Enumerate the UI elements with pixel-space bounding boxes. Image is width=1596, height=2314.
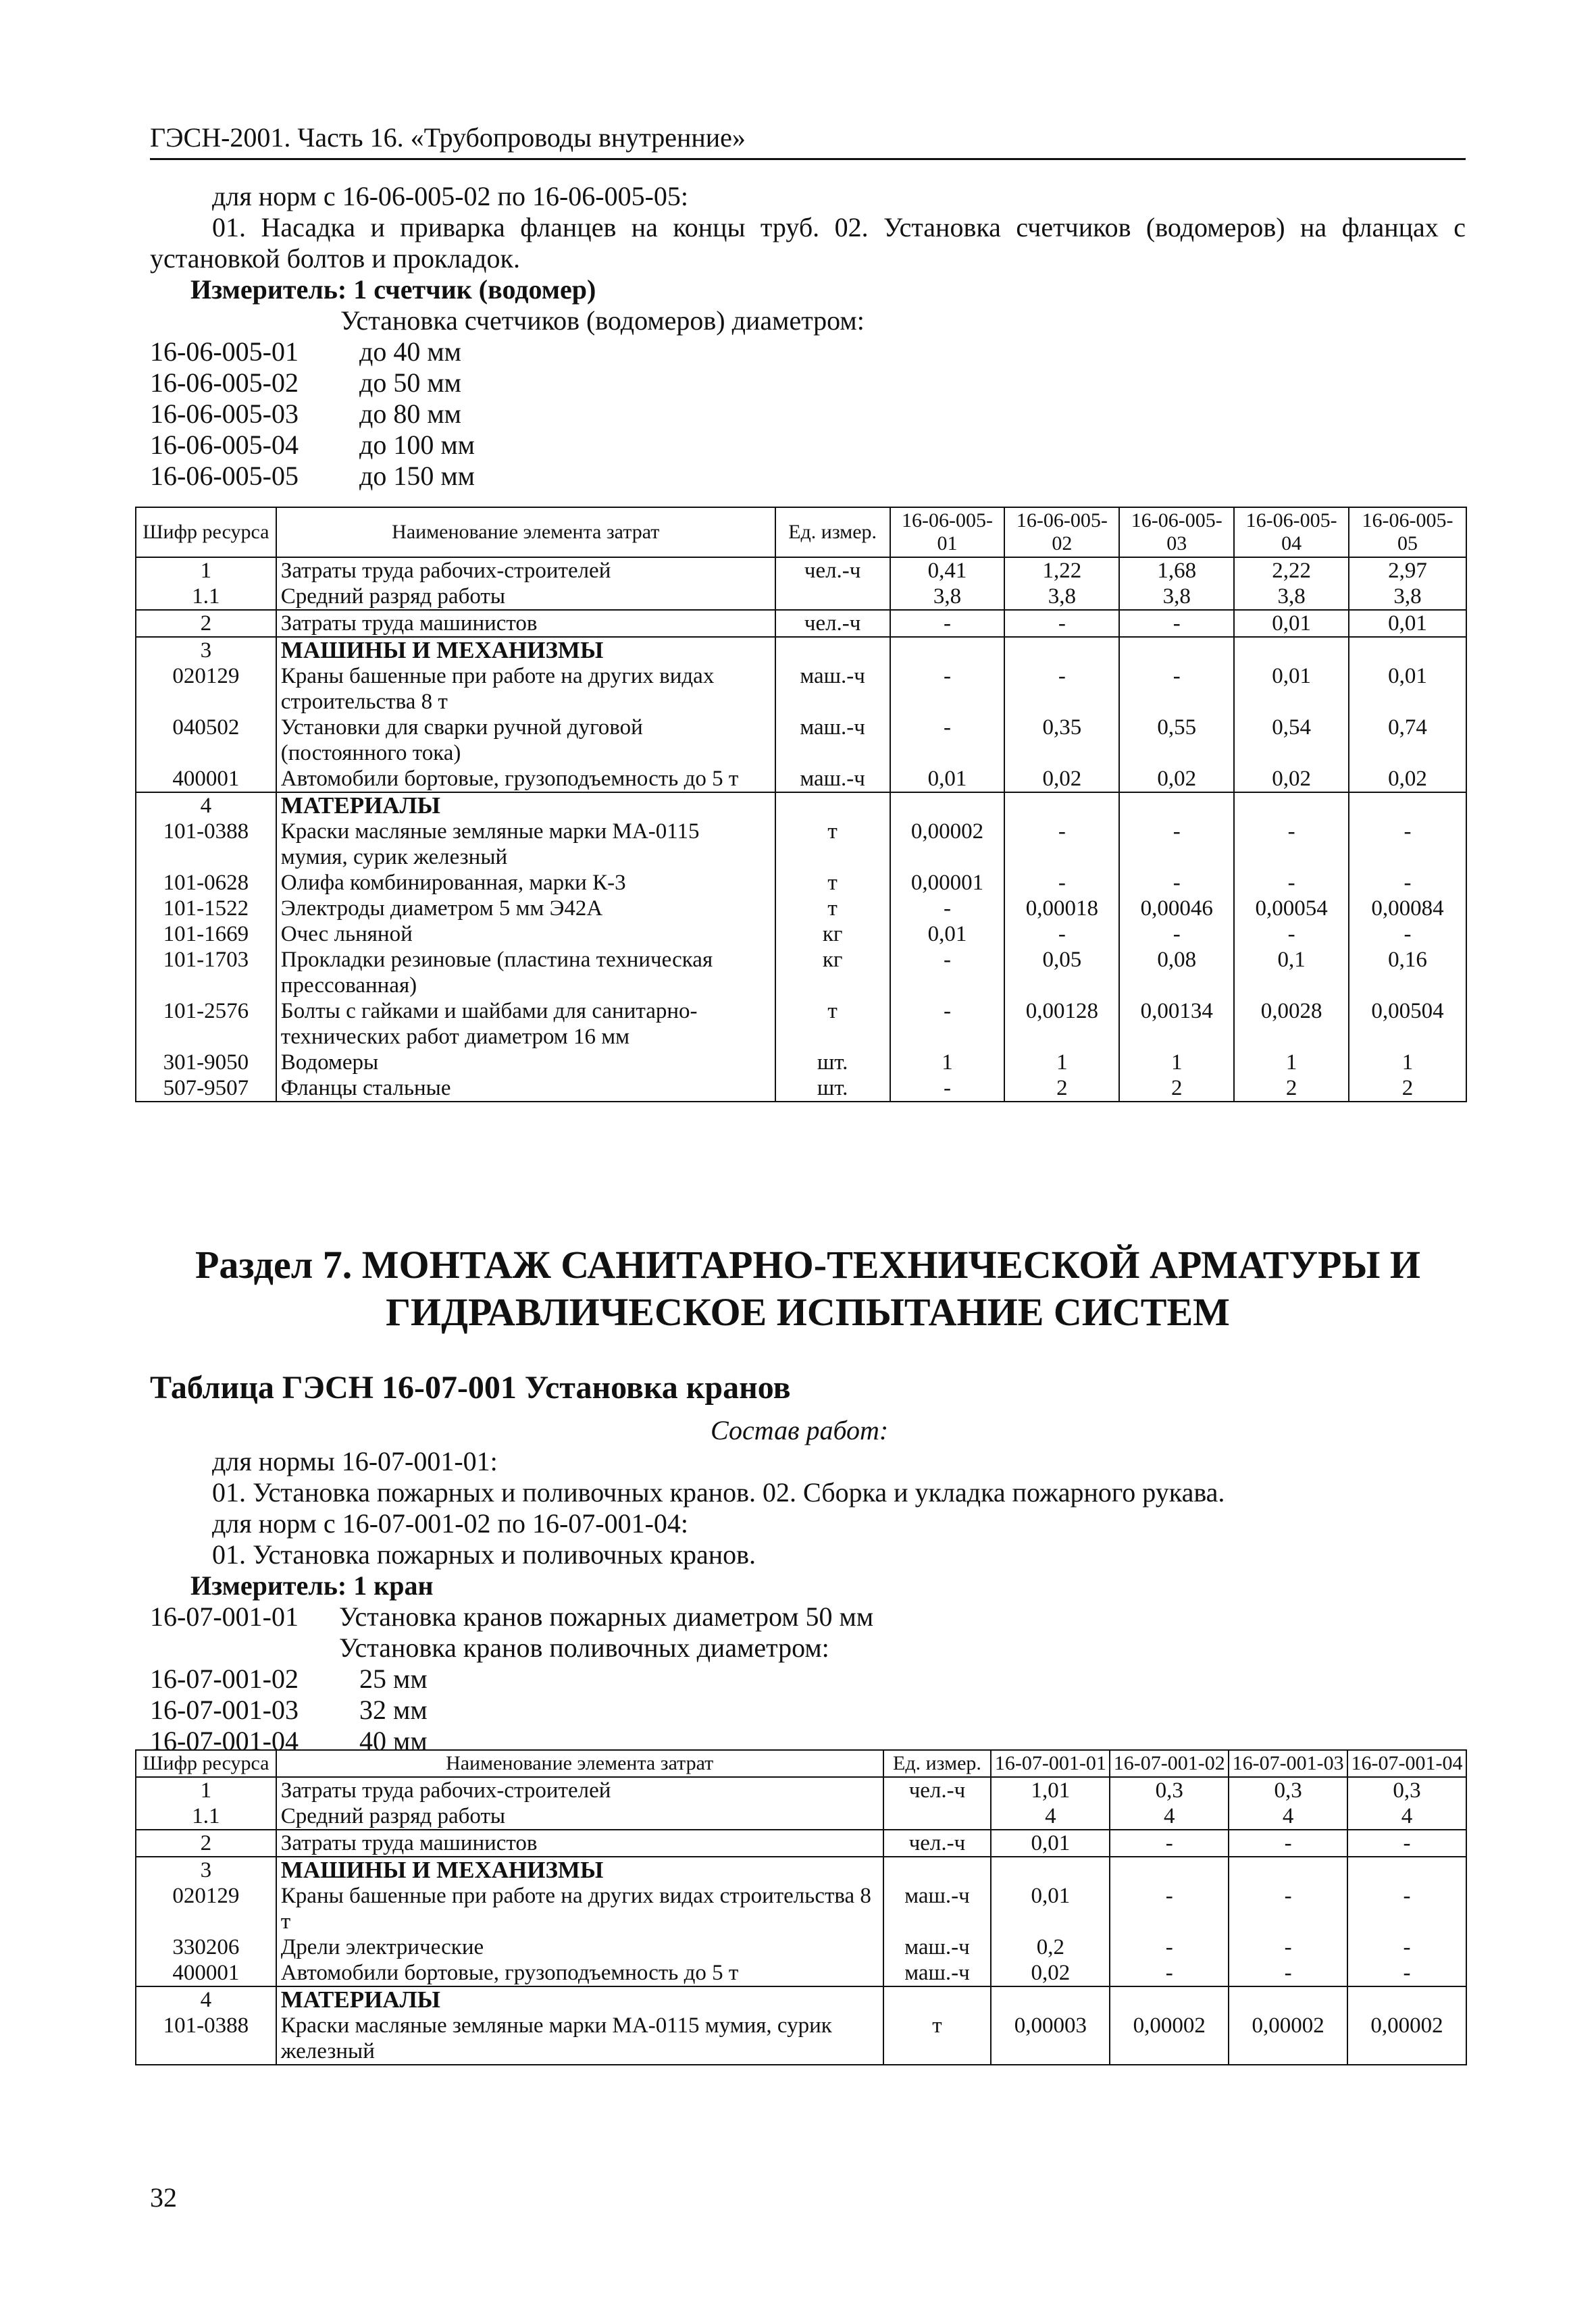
table-row — [136, 1075, 1466, 1102]
code: 16-07-001-01 — [150, 1601, 299, 1632]
code-desc: до 80 мм — [359, 398, 461, 429]
norm-value-cell: 1 — [890, 1050, 1005, 1075]
resource-code-cell: 101-1522 — [136, 896, 276, 921]
cost-element-cell: Затраты труда рабочих-строителей — [276, 1777, 883, 1803]
table-row — [136, 584, 1466, 610]
norm-value-cell: 0,01 — [1234, 663, 1349, 715]
meter-line: Измеритель: 1 счетчик (водомер) — [190, 274, 596, 305]
norm-value-cell: - — [1119, 870, 1234, 896]
norm-value-cell: 1,68 — [1119, 557, 1234, 584]
unit-cell — [775, 792, 890, 819]
norm-value-cell: 0,35 — [1004, 715, 1119, 766]
norm-value-cell: 0,02 — [1004, 766, 1119, 792]
column-header: 16-06-005-01 — [890, 507, 1005, 557]
table2-intro — [150, 1415, 1466, 1757]
norm-value-cell: 0,16 — [1349, 947, 1466, 998]
column-header: 16-07-001-02 — [1110, 1750, 1229, 1777]
unit-cell — [775, 584, 890, 610]
code-desc: до 100 мм — [359, 430, 475, 460]
norm-value-cell: 0,00084 — [1349, 896, 1466, 921]
unit-cell: т — [775, 819, 890, 870]
column-header: 16-06-005-05 — [1349, 507, 1466, 557]
code: 16-06-005-04 — [150, 430, 299, 460]
norm-value-cell: - — [1110, 1883, 1229, 1934]
norm-value-cell: - — [890, 663, 1005, 715]
norm-value-cell: 0,02 — [1234, 766, 1349, 792]
norm-value-cell — [1004, 637, 1119, 663]
table-header-row — [136, 507, 1466, 557]
cost-element-cell: Затраты труда машинистов — [276, 1830, 883, 1857]
work-composition: 01. Насадка и приварка фланцев на концы труб. 02. Установка счетчиков (водомеров) на фланцах с установкой болтов и прокладок. — [150, 212, 1466, 274]
unit-cell: маш.-ч — [883, 1934, 992, 1960]
resource-code-cell: 400001 — [136, 766, 276, 792]
table-row — [136, 637, 1466, 663]
norm-value-cell: 3,8 — [1234, 584, 1349, 610]
norm-value-cell: 1 — [1004, 1050, 1119, 1075]
norm-value-cell — [1347, 1857, 1466, 1883]
resource-code-cell: 020129 — [136, 663, 276, 715]
norm-value-cell: 0,00001 — [890, 870, 1005, 896]
table-row — [136, 998, 1466, 1050]
unit-cell — [883, 1803, 992, 1830]
unit-cell: кг — [775, 947, 890, 998]
norm-value-cell: 0,02 — [1119, 766, 1234, 792]
norm-value-cell: - — [1229, 1830, 1347, 1857]
resource-code-cell: 101-1669 — [136, 921, 276, 947]
table-row — [136, 557, 1466, 584]
norm-value-cell: 2,97 — [1349, 557, 1466, 584]
cost-element-cell: Краны башенные при работе на других видах строительства 8 т — [276, 663, 775, 715]
code-row — [150, 336, 1466, 367]
norm-value-cell: - — [1349, 819, 1466, 870]
resource-code-cell: 2 — [136, 610, 276, 637]
code-row — [150, 430, 1466, 461]
norm-value-cell: - — [1119, 819, 1234, 870]
work-line-2: 01. Установка пожарных и поливочных кранов. — [212, 1539, 756, 1570]
resource-code-cell: 1.1 — [136, 1803, 276, 1830]
resource-code-cell: 4 — [136, 1986, 276, 2013]
norm-value-cell: - — [890, 610, 1005, 637]
table-row — [136, 715, 1466, 766]
code-list-2 — [150, 1664, 1466, 1757]
norm-value-cell: 0,54 — [1234, 715, 1349, 766]
norm-value-cell: - — [890, 947, 1005, 998]
norm-value-cell — [1349, 637, 1466, 663]
cost-element-cell: Затраты труда машинистов — [276, 610, 775, 637]
norm-value-cell: 0,01 — [1349, 610, 1466, 637]
norm-value-cell: 0,08 — [1119, 947, 1234, 998]
table-row — [136, 896, 1466, 921]
resource-code-cell: 1.1 — [136, 584, 276, 610]
norm-value-cell: 0,2 — [991, 1934, 1110, 1960]
norm-value-cell: 4 — [991, 1803, 1110, 1830]
norms-table-16-06-005 — [135, 507, 1467, 1102]
unit-cell: т — [775, 870, 890, 896]
norm-value-cell — [1110, 1857, 1229, 1883]
cost-element-cell: Прокладки резиновые (пластина техническая прессованная) — [276, 947, 775, 998]
table-row — [136, 1857, 1466, 1883]
norm-value-cell: - — [1004, 819, 1119, 870]
norm-value-cell: 0,1 — [1234, 947, 1349, 998]
norm-line-1: для нормы 16-07-001-01: — [212, 1446, 498, 1476]
norm-value-cell: 0,74 — [1349, 715, 1466, 766]
table-row — [136, 1777, 1466, 1803]
unit-cell: маш.-ч — [775, 766, 890, 792]
norm-value-cell — [1229, 1986, 1347, 2013]
table-row — [136, 947, 1466, 998]
table-row — [136, 1960, 1466, 1986]
norm-value-cell: - — [1110, 1934, 1229, 1960]
norm-value-cell: - — [1110, 1830, 1229, 1857]
norm-value-cell: 0,00134 — [1119, 998, 1234, 1050]
norm-value-cell: 0,3 — [1347, 1777, 1466, 1803]
cost-element-cell: МАТЕРИАЛЫ — [276, 1986, 883, 2013]
column-header: 16-06-005-03 — [1119, 507, 1234, 557]
norm-value-cell: 0,00002 — [1229, 2013, 1347, 2065]
resource-code-cell: 101-0388 — [136, 819, 276, 870]
table-row — [136, 766, 1466, 792]
norm-value-cell: 3,8 — [890, 584, 1005, 610]
norm-value-cell: 1 — [1119, 1050, 1234, 1075]
table-row — [136, 792, 1466, 819]
norm-value-cell: 0,00003 — [991, 2013, 1110, 2065]
column-header: 16-07-001-01 — [991, 1750, 1110, 1777]
norm-value-cell: 0,0028 — [1234, 998, 1349, 1050]
norm-value-cell: 0,3 — [1110, 1777, 1229, 1803]
section-title: Раздел 7. МОНТАЖ САНИТАРНО-ТЕХНИЧЕСКОЙ АРМАТУРЫ И ГИДРАВЛИЧЕСКОЕ ИСПЫТАНИЕ СИСТЕМ — [195, 1243, 1421, 1334]
norm-value-cell: - — [1119, 663, 1234, 715]
composition-label: Состав работ: — [711, 1415, 889, 1445]
code: 16-06-005-05 — [150, 461, 299, 491]
resource-code-cell: 400001 — [136, 1960, 276, 1986]
unit-cell: чел.-ч — [775, 610, 890, 637]
unit-cell: шт. — [775, 1050, 890, 1075]
norm-value-cell: 0,05 — [1004, 947, 1119, 998]
norm-value-cell: - — [1347, 1830, 1466, 1857]
unit-cell — [775, 637, 890, 663]
norm-value-cell — [890, 637, 1005, 663]
resource-code-cell: 330206 — [136, 1934, 276, 1960]
norm-value-cell: - — [1004, 663, 1119, 715]
cost-element-cell: Установки для сварки ручной дуговой (постоянного тока) — [276, 715, 775, 766]
code-desc: до 50 мм — [359, 367, 461, 398]
norm-value-cell — [1110, 1986, 1229, 2013]
table-row — [136, 870, 1466, 896]
norm-value-cell — [1119, 637, 1234, 663]
table-row — [136, 663, 1466, 715]
norm-value-cell: - — [1347, 1883, 1466, 1934]
cost-element-cell: МАШИНЫ И МЕХАНИЗМЫ — [276, 1857, 883, 1883]
norm-value-cell — [991, 1986, 1110, 2013]
norm-value-cell — [1229, 1857, 1347, 1883]
norm-value-cell: - — [1119, 921, 1234, 947]
norm-value-cell: 1 — [1349, 1050, 1466, 1075]
norm-value-cell: - — [1119, 610, 1234, 637]
norm-value-cell: - — [890, 1075, 1005, 1102]
norm-value-cell — [991, 1857, 1110, 1883]
code-desc: 40 мм — [359, 1726, 428, 1756]
unit-cell: т — [775, 998, 890, 1050]
norm-value-cell: - — [1347, 1960, 1466, 1986]
table-row — [136, 819, 1466, 870]
running-head: ГЭСН-2001. Часть 16. «Трубопроводы внутренние» — [150, 120, 1466, 160]
norm-value-cell: 0,41 — [890, 557, 1005, 584]
unit-cell: шт. — [775, 1075, 890, 1102]
code: 16-07-001-02 — [150, 1664, 299, 1694]
norm-value-cell: 0,01 — [890, 921, 1005, 947]
code: 16-07-001-04 — [150, 1726, 299, 1756]
work-line-1: 01. Установка пожарных и поливочных кранов. 02. Сборка и укладка пожарного рукава. — [212, 1477, 1225, 1508]
table-row — [136, 1934, 1466, 1960]
column-header: Наименование элемента затрат — [276, 507, 775, 557]
column-header: 16-06-005-04 — [1234, 507, 1349, 557]
cost-element-cell: Краски масляные земляные марки МА-0115 мумия, сурик железный — [276, 819, 775, 870]
norm-value-cell: 0,00054 — [1234, 896, 1349, 921]
cost-element-cell: Автомобили бортовые, грузоподъемность до 5 т — [276, 1960, 883, 1986]
column-header: Ед. измер. — [883, 1750, 992, 1777]
norm-value-cell: 2 — [1004, 1075, 1119, 1102]
column-header: 16-07-001-03 — [1229, 1750, 1347, 1777]
norm-value-cell: 0,55 — [1119, 715, 1234, 766]
norm-value-cell: - — [1229, 1934, 1347, 1960]
norm-value-cell: 0,00002 — [1347, 2013, 1466, 2065]
cost-element-cell: Фланцы стальные — [276, 1075, 775, 1102]
cost-element-cell: МАШИНЫ И МЕХАНИЗМЫ — [276, 637, 775, 663]
norm-value-cell — [890, 792, 1005, 819]
code-desc: Установка кранов пожарных диаметром 50 мм — [339, 1601, 874, 1632]
norm-value-cell: 0,00002 — [1110, 2013, 1229, 2065]
unit-cell: маш.-ч — [883, 1960, 992, 1986]
code-row — [150, 367, 1466, 398]
unit-cell: т — [883, 2013, 992, 2065]
norms-line: для норм с 16-06-005-02 по 16-06-005-05: — [212, 181, 689, 211]
resource-code-cell: 020129 — [136, 1883, 276, 1934]
cost-element-cell: Автомобили бортовые, грузоподъемность до 5 т — [276, 766, 775, 792]
resource-code-cell: 1 — [136, 557, 276, 584]
table-title: Таблица ГЭСН 16-07-001 Установка кранов — [150, 1370, 791, 1406]
norm-value-cell: - — [1234, 921, 1349, 947]
norm-value-cell: 3,8 — [1119, 584, 1234, 610]
unit-cell: чел.-ч — [883, 1830, 992, 1857]
table-row — [136, 1050, 1466, 1075]
table-row — [136, 1803, 1466, 1830]
norm-value-cell — [1349, 792, 1466, 819]
code-row — [150, 1695, 1466, 1726]
norm-value-cell: - — [1004, 610, 1119, 637]
cost-element-cell: Олифа комбинированная, марки К-3 — [276, 870, 775, 896]
norm-value-cell: 2 — [1234, 1075, 1349, 1102]
norm-value-cell: 0,00504 — [1349, 998, 1466, 1050]
unit-cell — [883, 1857, 992, 1883]
table-header-row — [136, 1750, 1466, 1777]
cost-element-cell: Водомеры — [276, 1050, 775, 1075]
resource-code-cell: 4 — [136, 792, 276, 819]
resource-code-cell: 507-9507 — [136, 1075, 276, 1102]
code-desc: до 40 мм — [359, 336, 461, 367]
norm-value-cell: 2 — [1119, 1075, 1234, 1102]
resource-code-cell: 301-9050 — [136, 1050, 276, 1075]
norm-value-cell: - — [1234, 870, 1349, 896]
code-desc: 25 мм — [359, 1664, 428, 1694]
column-header: Наименование элемента затрат — [276, 1750, 883, 1777]
table-row — [136, 921, 1466, 947]
meter-line-2: Измеритель: 1 кран — [190, 1570, 434, 1601]
norm-value-cell: 3,8 — [1004, 584, 1119, 610]
column-header: Шифр ресурса — [136, 507, 276, 557]
norm-value-cell: 2,22 — [1234, 557, 1349, 584]
cost-element-cell: Средний разряд работы — [276, 1803, 883, 1830]
norm-value-cell: - — [1349, 921, 1466, 947]
code: 16-06-005-03 — [150, 398, 299, 429]
norm-value-cell: 0,00002 — [890, 819, 1005, 870]
table-row — [136, 1986, 1466, 2013]
norm-value-cell: - — [1004, 870, 1119, 896]
resource-code-cell: 101-2576 — [136, 998, 276, 1050]
code-row — [150, 461, 1466, 492]
install-heading: Установка счетчиков (водомеров) диаметром: — [340, 305, 865, 336]
unit-cell: т — [775, 896, 890, 921]
unit-cell: кг — [775, 921, 890, 947]
resource-code-cell: 101-1703 — [136, 947, 276, 998]
code-row — [150, 1664, 1466, 1695]
unit-cell: маш.-ч — [775, 663, 890, 715]
norm-value-cell: 0,3 — [1229, 1777, 1347, 1803]
code-desc: до 150 мм — [359, 461, 475, 491]
table-row — [136, 610, 1466, 637]
cost-element-cell: Средний разряд работы — [276, 584, 775, 610]
norm-value-cell: - — [1110, 1960, 1229, 1986]
table-row — [136, 1830, 1466, 1857]
resource-code-cell: 101-0628 — [136, 870, 276, 896]
norm-value-cell: - — [1229, 1883, 1347, 1934]
resource-code-cell: 3 — [136, 637, 276, 663]
norm-value-cell: - — [1234, 819, 1349, 870]
norm-value-cell: 0,00128 — [1004, 998, 1119, 1050]
unit-cell: чел.-ч — [775, 557, 890, 584]
code-row — [150, 398, 1466, 430]
resource-code-cell: 040502 — [136, 715, 276, 766]
norm-line-2: для норм с 16-07-001-02 по 16-07-001-04: — [212, 1508, 689, 1539]
norm-value-cell: - — [890, 715, 1005, 766]
code-list — [150, 336, 1466, 492]
norm-value-cell: 0,00018 — [1004, 896, 1119, 921]
cost-element-cell: Болты с гайками и шайбами для санитарно-технических работ диаметром 16 мм — [276, 998, 775, 1050]
norm-value-cell: 0,01 — [1234, 610, 1349, 637]
norm-value-cell: - — [1349, 870, 1466, 896]
norm-value-cell: 4 — [1110, 1803, 1229, 1830]
norm-value-cell: - — [890, 998, 1005, 1050]
column-header: 16-07-001-04 — [1347, 1750, 1466, 1777]
norm-value-cell — [1234, 637, 1349, 663]
code-desc: 32 мм — [359, 1695, 428, 1725]
norm-value-cell: 0,01 — [991, 1883, 1110, 1934]
norms-table-16-07-001 — [135, 1749, 1467, 2065]
code: 16-07-001-03 — [150, 1695, 299, 1725]
norm-value-cell — [1119, 792, 1234, 819]
norm-value-cell: 4 — [1347, 1803, 1466, 1830]
column-header: Ед. измер. — [775, 507, 890, 557]
unit-cell: маш.-ч — [775, 715, 890, 766]
norm-value-cell: 0,01 — [890, 766, 1005, 792]
resource-code-cell: 2 — [136, 1830, 276, 1857]
code-row — [150, 1601, 1466, 1632]
norm-value-cell: - — [1004, 921, 1119, 947]
norm-value-cell: 0,01 — [991, 1830, 1110, 1857]
code: 16-06-005-02 — [150, 367, 299, 398]
norm-value-cell — [1004, 792, 1119, 819]
install-heading-2: Установка кранов поливочных диаметром: — [339, 1632, 829, 1663]
norm-value-cell: 2 — [1349, 1075, 1466, 1102]
cost-element-cell: Затраты труда рабочих-строителей — [276, 557, 775, 584]
resource-code-cell: 101-0388 — [136, 2013, 276, 2065]
norm-value-cell: - — [1347, 1934, 1466, 1960]
norm-value-cell: 1,01 — [991, 1777, 1110, 1803]
cost-element-cell: Краски масляные земляные марки МА-0115 мумия, сурик железный — [276, 2013, 883, 2065]
cost-element-cell: МАТЕРИАЛЫ — [276, 792, 775, 819]
table-row — [136, 1883, 1466, 1934]
cost-element-cell: Дрели электрические — [276, 1934, 883, 1960]
norm-value-cell: - — [1229, 1960, 1347, 1986]
resource-code-cell: 1 — [136, 1777, 276, 1803]
norm-value-cell: - — [890, 896, 1005, 921]
top-text-block — [150, 181, 1466, 492]
norm-value-cell — [1347, 1986, 1466, 2013]
cost-element-cell: Электроды диаметром 5 мм Э42А — [276, 896, 775, 921]
norm-value-cell — [1234, 792, 1349, 819]
code: 16-06-005-01 — [150, 336, 299, 367]
cost-element-cell: Очес льняной — [276, 921, 775, 947]
cost-element-cell: Краны башенные при работе на других видах строительства 8 т — [276, 1883, 883, 1934]
norm-value-cell: 0,00046 — [1119, 896, 1234, 921]
norm-value-cell: 4 — [1229, 1803, 1347, 1830]
column-header: Шифр ресурса — [136, 1750, 276, 1777]
norm-value-cell: 3,8 — [1349, 584, 1466, 610]
unit-cell: чел.-ч — [883, 1777, 992, 1803]
resource-code-cell: 3 — [136, 1857, 276, 1883]
norm-value-cell: 0,01 — [1349, 663, 1466, 715]
norm-value-cell: 0,02 — [991, 1960, 1110, 1986]
table-row — [136, 2013, 1466, 2065]
unit-cell — [883, 1986, 992, 2013]
norm-value-cell: 1,22 — [1004, 557, 1119, 584]
page-number: 32 — [150, 2182, 177, 2213]
norm-value-cell: 0,02 — [1349, 766, 1466, 792]
column-header: 16-06-005-02 — [1004, 507, 1119, 557]
unit-cell: маш.-ч — [883, 1883, 992, 1934]
norm-value-cell: 1 — [1234, 1050, 1349, 1075]
